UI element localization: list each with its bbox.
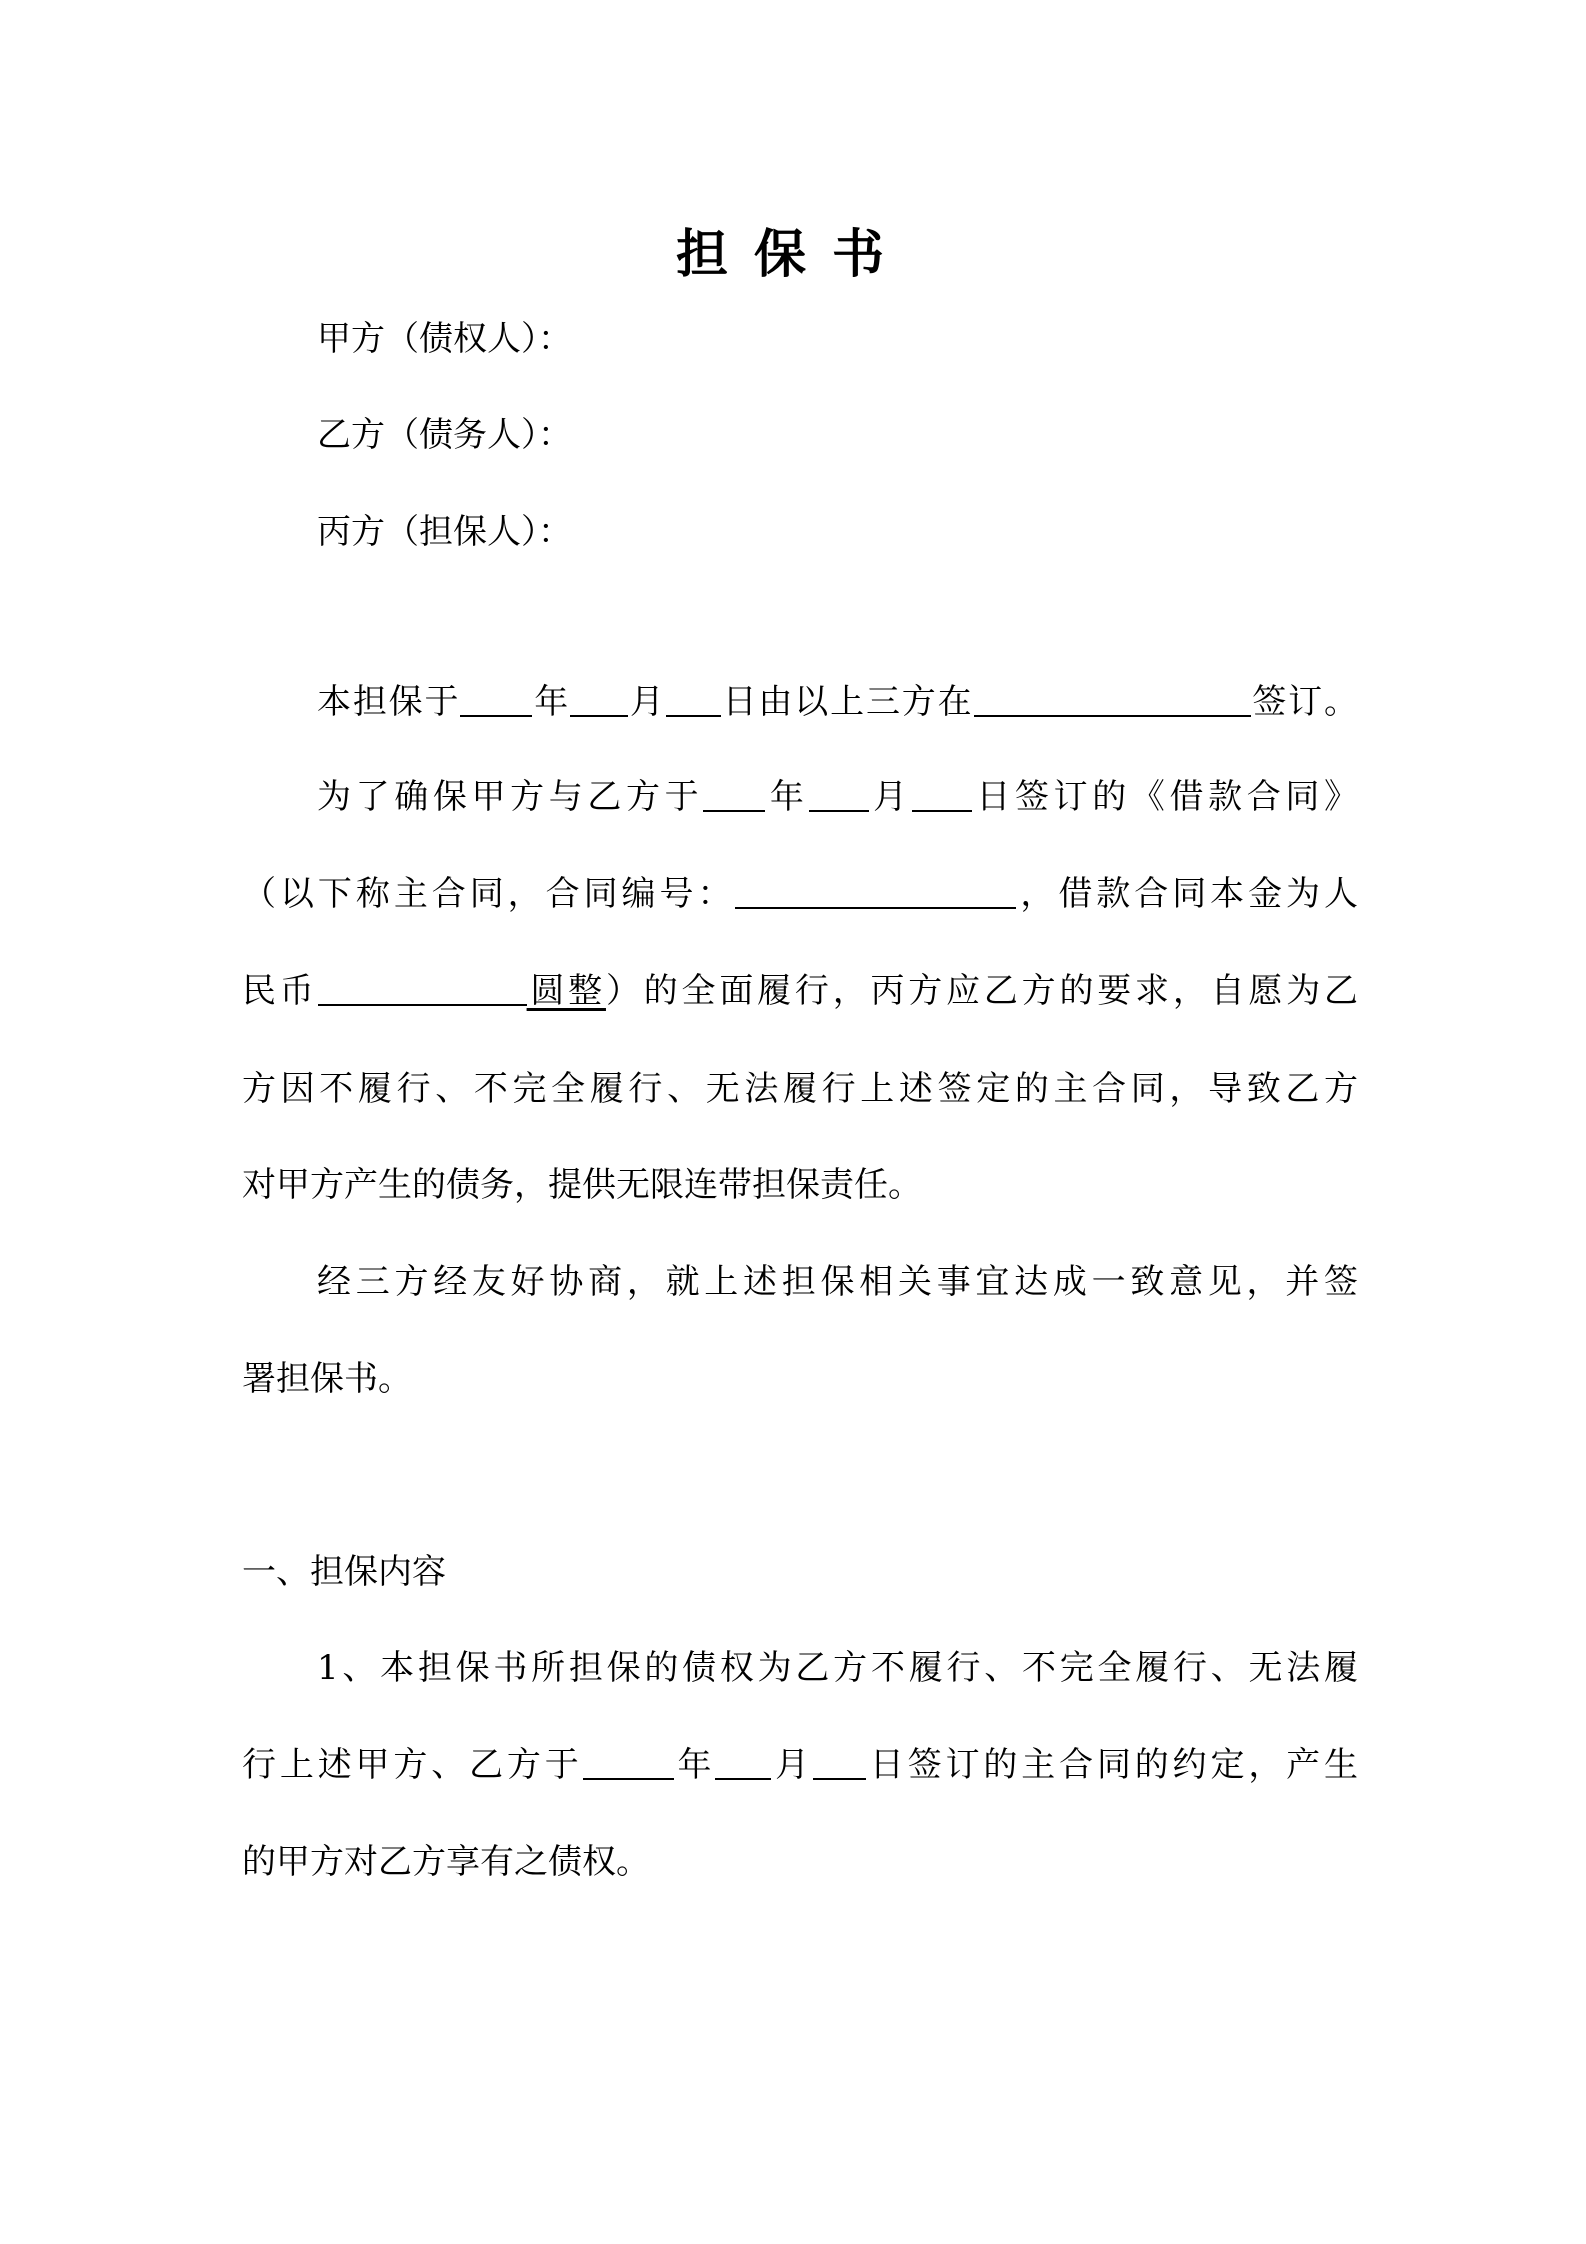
month-blank[interactable]: [715, 1746, 771, 1780]
text: 年: [532, 682, 571, 722]
contract-number-blank[interactable]: [735, 875, 1016, 909]
text: 月: [628, 682, 666, 722]
paragraph-line: 的甲方对乙方享有之债权。: [242, 1842, 650, 1882]
text: 本担保于: [317, 682, 461, 722]
paragraph-line: [317, 777, 1358, 817]
text: （以下称主合同，合同编号：: [242, 874, 736, 914]
text: 行上述甲方、乙方于: [242, 1745, 583, 1785]
text: 日签订的《借款合同》: [971, 777, 1358, 817]
text: 为了确保甲方与乙方于: [317, 777, 704, 817]
amount-blank[interactable]: [318, 972, 527, 1006]
month-blank[interactable]: [570, 683, 628, 717]
party-c-label: 丙方（担保人）：: [317, 512, 572, 552]
year-blank[interactable]: [583, 1746, 674, 1780]
paragraph-line: [242, 971, 1358, 1011]
text: 签订。: [1250, 682, 1359, 722]
year-blank[interactable]: [460, 683, 532, 717]
paragraph-line: 经三方经友好协商，就上述担保相关事宜达成一致意见，并签: [317, 1262, 1358, 1302]
paragraph-line: 方因不履行、不完全履行、无法履行上述签定的主合同，导致乙方: [242, 1069, 1358, 1109]
place-blank[interactable]: [974, 683, 1251, 717]
text: 民币: [242, 971, 318, 1011]
text: 年: [673, 1745, 716, 1785]
paragraph-line: [242, 874, 1358, 914]
text: 年: [765, 777, 809, 817]
day-blank[interactable]: [666, 683, 721, 717]
paragraph-line: 署担保书。: [242, 1359, 412, 1399]
party-a-label: 甲方（债权人）：: [317, 319, 572, 359]
text: ）的全面履行，丙方应乙方的要求，自愿为乙: [605, 971, 1359, 1011]
text: ，借款合同本金为人: [1016, 874, 1359, 914]
paragraph-line: 对甲方产生的债务，提供无限连带担保责任。: [242, 1165, 922, 1205]
text: 日由以上三方在: [720, 682, 974, 722]
year-blank[interactable]: [703, 778, 765, 812]
signing-date-line: [317, 682, 1358, 722]
day-blank[interactable]: [912, 778, 972, 812]
document-title: 担保书: [675, 225, 910, 285]
paragraph-line: 1、本担保书所担保的债权为乙方不履行、不完全履行、无法履: [317, 1648, 1358, 1688]
party-b-label: 乙方（债务人）：: [317, 415, 572, 455]
month-blank[interactable]: [809, 778, 869, 812]
text: 日签订的主合同的约定，产生: [866, 1745, 1359, 1785]
paragraph-line: [242, 1745, 1358, 1785]
text: 月: [868, 777, 912, 817]
section-heading: 一、担保内容: [242, 1552, 446, 1592]
text: 圆整: [526, 971, 606, 1011]
text: 月: [771, 1745, 814, 1785]
day-blank[interactable]: [813, 1746, 866, 1780]
